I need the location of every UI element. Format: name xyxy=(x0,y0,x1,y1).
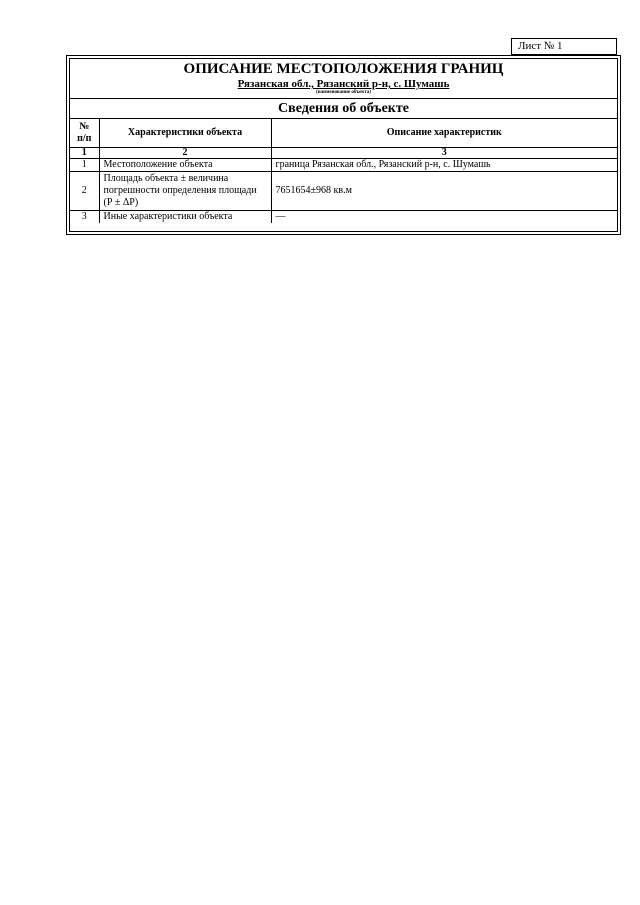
table-row xyxy=(70,172,617,211)
object-name-caption: (наименование объекта) xyxy=(316,90,371,95)
row-description: граница Рязанская обл., Рязанский р-н, с. Шумашь xyxy=(271,159,617,172)
row-num: 2 xyxy=(70,172,99,211)
table-row xyxy=(70,159,617,172)
column-number: 2 xyxy=(99,148,271,159)
row-characteristic: Площадь объекта ± величина погрешности определения площади (Р ± ΔР) xyxy=(99,172,271,211)
document-inner-frame xyxy=(69,58,618,232)
row-description: — xyxy=(271,211,617,224)
row-description: 7651654±968 кв.м xyxy=(271,172,617,211)
document-header xyxy=(70,59,617,99)
column-header-characteristic: Характеристики объекта xyxy=(99,119,271,148)
column-number: 1 xyxy=(70,148,99,159)
object-name-text: Рязанская обл., Рязанский р-н, с. Шумашь xyxy=(237,78,450,90)
object-info-table xyxy=(70,119,617,223)
section-title: Сведения об объекте xyxy=(70,99,617,119)
column-header-description: Описание характеристик xyxy=(271,119,617,148)
object-name xyxy=(70,78,617,90)
column-number: 3 xyxy=(271,148,617,159)
sheet-number: Лист № 1 xyxy=(511,38,617,55)
table-header-row xyxy=(70,119,617,148)
column-header-num: № п/п xyxy=(70,119,99,148)
row-characteristic: Иные характеристики объекта xyxy=(99,211,271,224)
row-num: 3 xyxy=(70,211,99,224)
document-frame xyxy=(66,55,621,235)
column-number-row xyxy=(70,148,617,159)
row-num: 1 xyxy=(70,159,99,172)
row-characteristic: Местоположение объекта xyxy=(99,159,271,172)
page-title: ОПИСАНИЕ МЕСТОПОЛОЖЕНИЯ ГРАНИЦ xyxy=(183,61,504,77)
table-row xyxy=(70,211,617,224)
